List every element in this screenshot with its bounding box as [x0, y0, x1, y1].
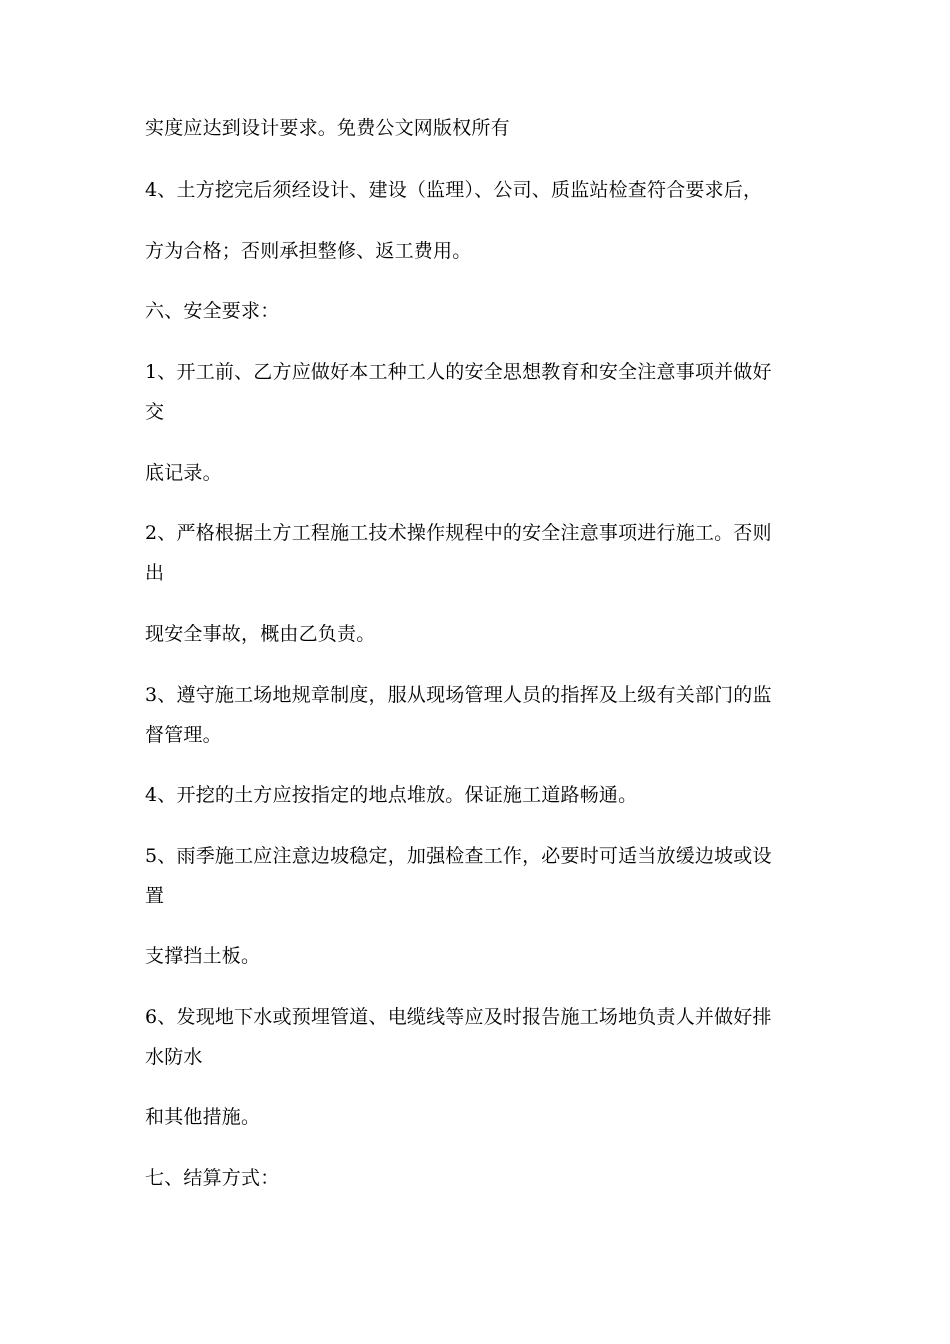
text-line-safety-item-5: 5、雨季施工应注意边坡稳定，加强检查工作，必要时可适当放缓边坡或设: [145, 845, 772, 867]
text-line-item-4-continued: 方为合格；否则承担整修、返工费用。: [145, 240, 472, 262]
text-line-safety-item-3-wrap: 督管理。: [145, 724, 222, 746]
text-line-safety-item-1-wrap: 交: [145, 401, 165, 423]
text-line-safety-item-2-continued: 现安全事故，概由乙负责。: [145, 623, 376, 645]
text-line-safety-item-3: 3、遵守施工场地规章制度，服从现场管理人员的指挥及上级有关部门的监: [145, 684, 772, 706]
text-line-item-4-inspection: 4、土方挖完后须经设计、建设（监理）、公司、质监站检查符合要求后，: [145, 179, 763, 201]
text-line-safety-item-5-wrap: 置: [145, 885, 165, 907]
text-line-safety-item-1: 1、开工前、乙方应做好本工种工人的安全思想教育和安全注意事项并做好: [145, 361, 772, 383]
text-line-safety-item-4: 4、开挖的土方应按指定的地点堆放。保证施工道路畅通。: [145, 784, 638, 806]
section-heading-safety: 六、安全要求：: [145, 300, 280, 322]
text-line-safety-item-1-continued: 底记录。: [145, 462, 222, 484]
section-heading-settlement: 七、结算方式：: [145, 1167, 280, 1189]
text-line-quality-requirement: 实度应达到设计要求。免费公文网版权所有: [145, 117, 510, 139]
text-line-safety-item-5-continued: 支撑挡土板。: [145, 945, 261, 967]
text-line-safety-item-6-continued: 和其他措施。: [145, 1106, 261, 1128]
text-line-safety-item-6: 6、发现地下水或预埋管道、电缆线等应及时报告施工场地负责人并做好排: [145, 1006, 772, 1028]
text-line-safety-item-2: 2、严格根据土方工程施工技术操作规程中的安全注意事项进行施工。否则: [145, 522, 772, 544]
text-line-safety-item-2-wrap: 出: [145, 562, 165, 584]
text-line-safety-item-6-wrap: 水防水: [145, 1046, 203, 1068]
